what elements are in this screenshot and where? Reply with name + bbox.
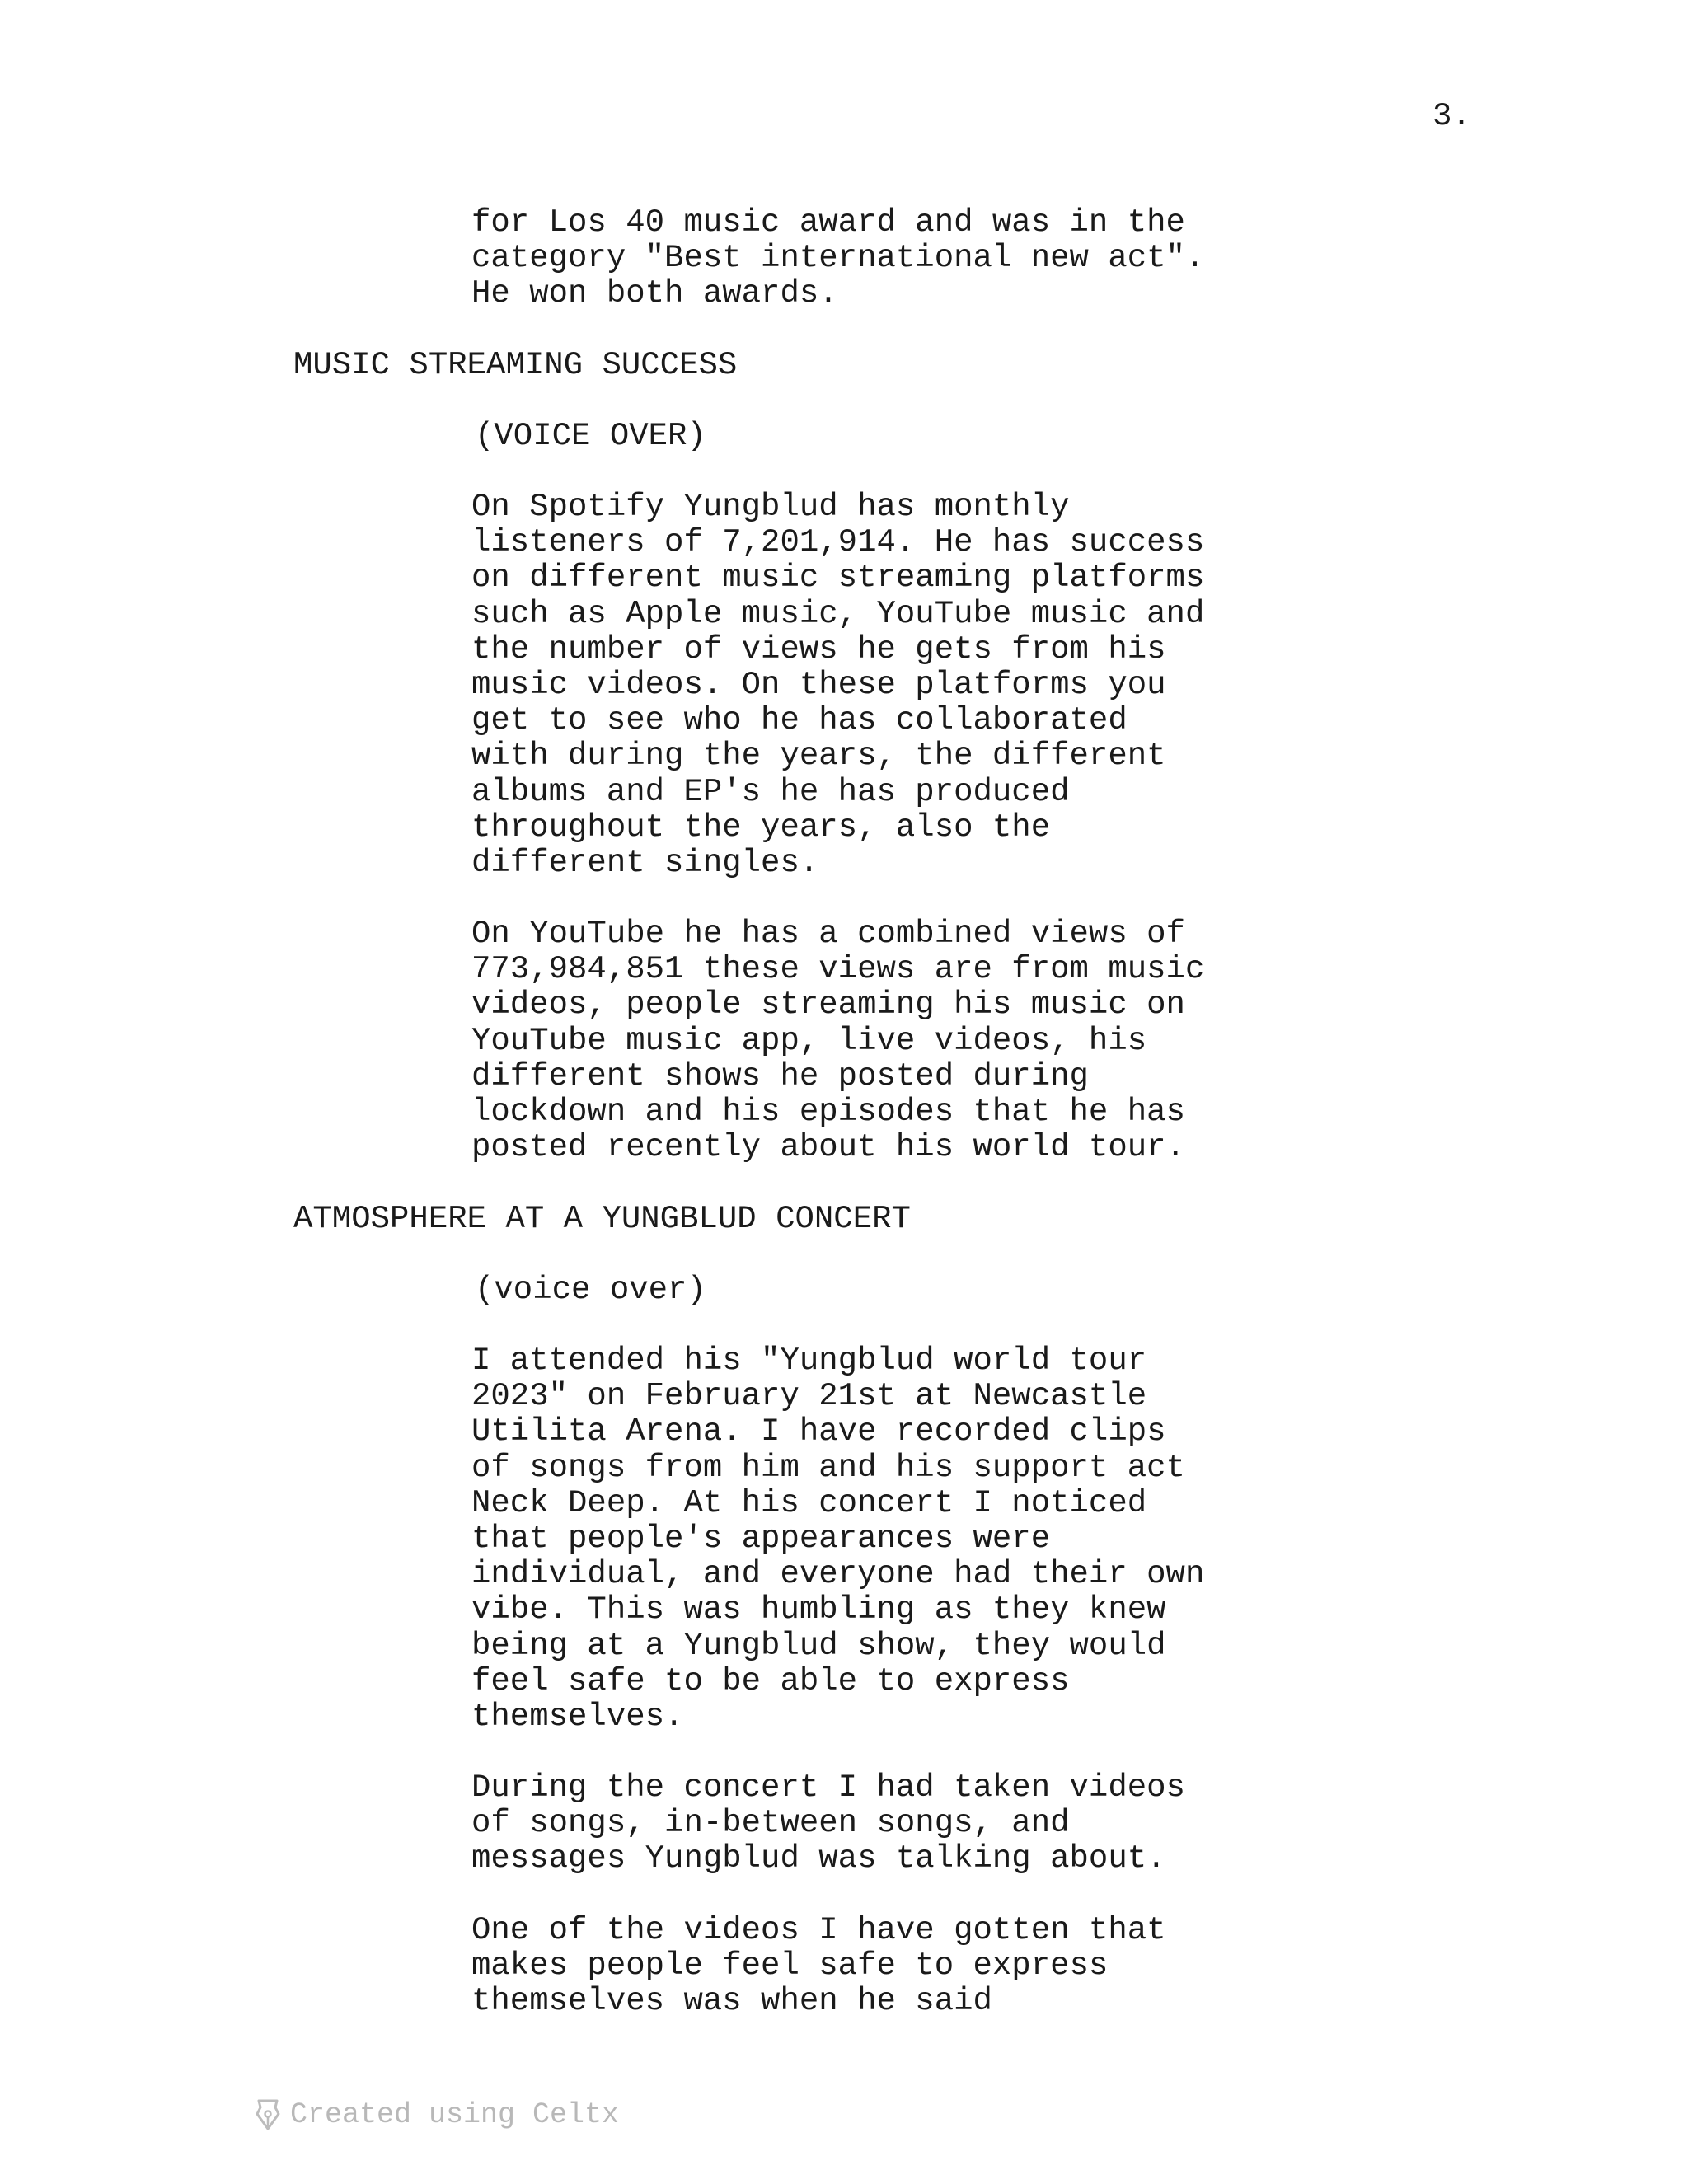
dialogue-closing-paragraph: One of the videos I have gotten that makes people feel safe to express themselves was when he said bbox=[471, 1912, 1166, 2020]
dialogue-concert-paragraph: I attended his "Yungblud world tour 2023" on February 21st at Newcastle Utilita Arena. I have recorded clips of songs from him and his support act Neck Deep. At his concert I noticed that people's appearances were individual, and everyone had their own vibe. This was humbling as they knew being at a Yungblud show, they would feel safe to be able to express themselves. bbox=[471, 1343, 1205, 1736]
page-number: 3. bbox=[1432, 98, 1471, 134]
scene-heading-music-streaming: MUSIC STREAMING SUCCESS bbox=[293, 347, 738, 383]
celtx-pen-nib-icon bbox=[254, 2097, 282, 2132]
dialogue-continued: for Los 40 music award and was in the category "Best international new act". He won both awards. bbox=[471, 204, 1205, 312]
parenthetical-voice-over: (VOICE OVER) bbox=[475, 418, 706, 454]
dialogue-videos-paragraph: During the concert I had taken videos of songs, in-between songs, and messages Yungblud was talking about. bbox=[471, 1769, 1185, 1877]
scene-heading-atmosphere: ATMOSPHERE AT A YUNGBLUD CONCERT bbox=[293, 1201, 911, 1237]
dialogue-youtube-paragraph: On YouTube he has a combined views of 773,984,851 these views are from music videos, people streaming his music on YouTube music app, live videos, his different shows he posted during lockdown and his episodes that he has posted recently about his world tour. bbox=[471, 916, 1205, 1166]
celtx-footer bbox=[254, 2097, 619, 2132]
footer-text: Created using Celtx bbox=[290, 2098, 620, 2131]
parenthetical-voice-over-lower: (voice over) bbox=[475, 1272, 706, 1308]
dialogue-spotify-paragraph: On Spotify Yungblud has monthly listeners of 7,201,914. He has success on different music streaming platforms such as Apple music, YouTube music and the number of views he gets from his music videos. On these platforms you get to see who he has collaborated with during the years, the different albums and EP's he has produced throughout the years, also the different singles. bbox=[471, 489, 1205, 882]
